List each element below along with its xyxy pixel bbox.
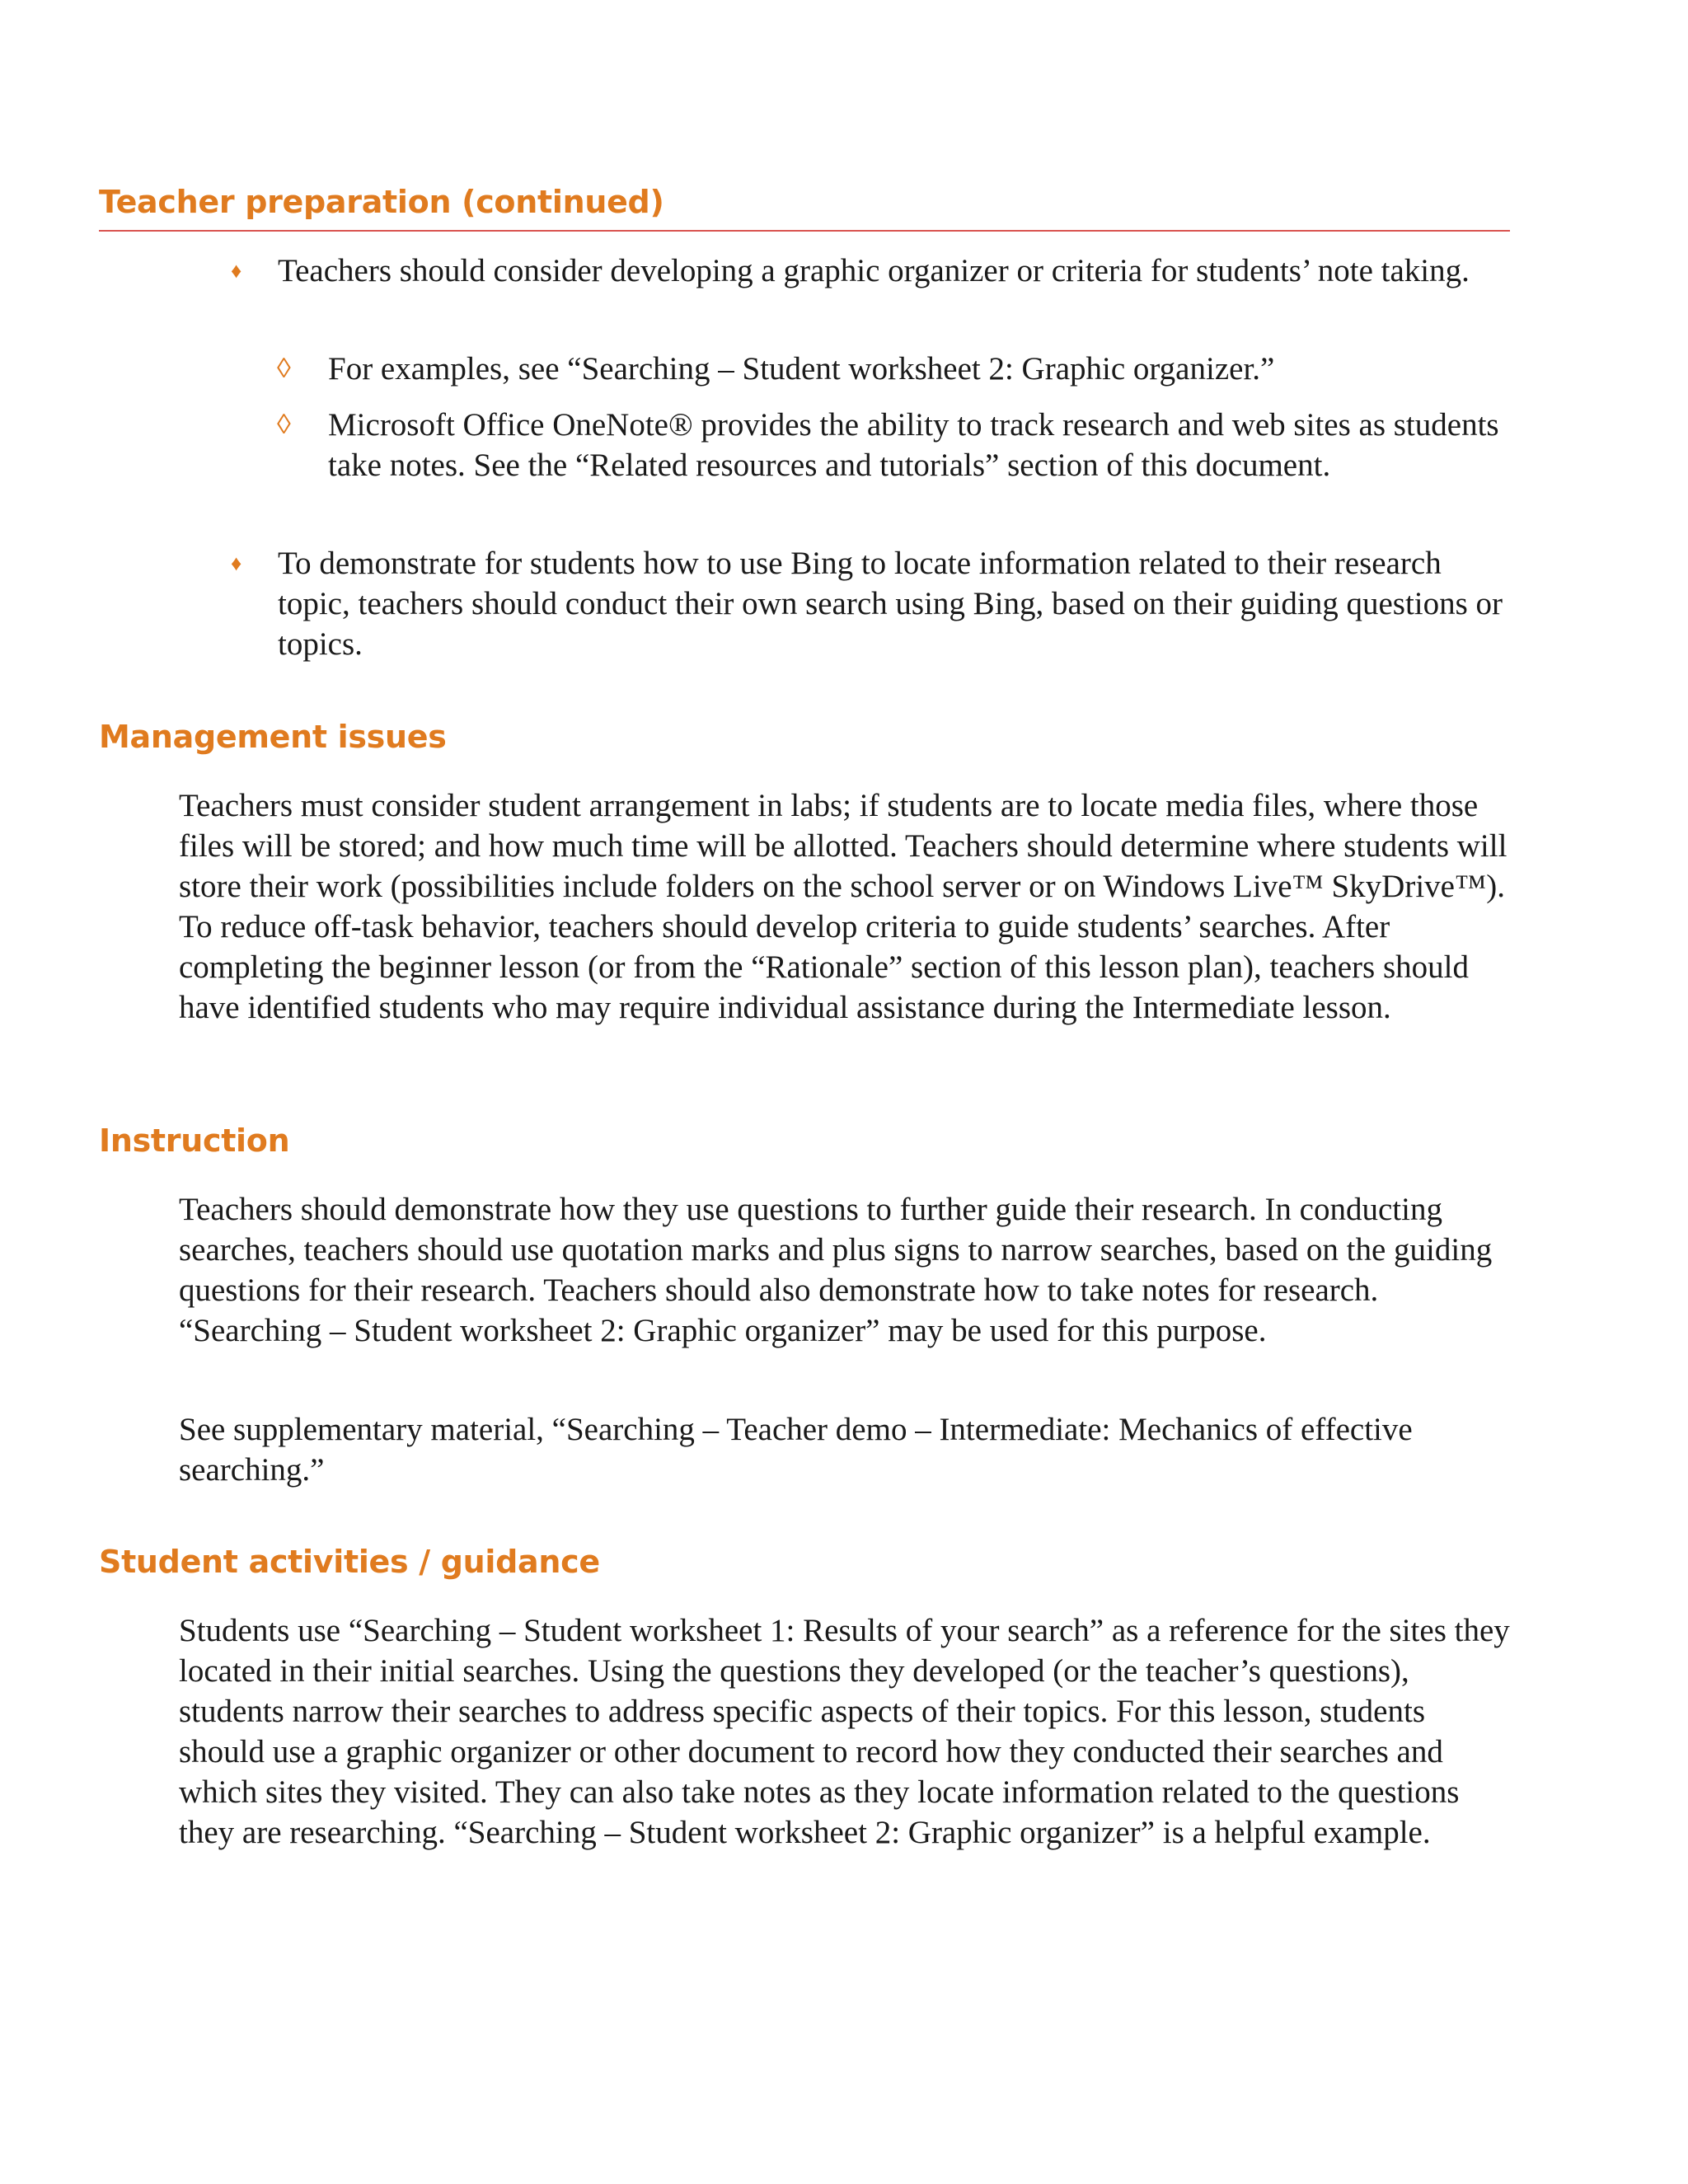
paragraph-management-issues: Teachers must consider student arrangement in labs; if students are to locate media files, where those files will be stored; and how much time will be allotted. Teachers should determine where students will store their work (possibilities include folders on the school server or on Windows Live™ SkyDrive™). To reduce off-task behavior, teachers should develop criteria to guide students’ searches. After completing the beginner lesson (or from the “Rationale” section of this lesson plan), teachers should have identified students who may require individual assistance during the Intermediate lesson. [179, 788, 1507, 1025]
lozenge-bullet-icon: ◊ [277, 354, 291, 384]
lozenge-bullet-icon: ◊ [277, 410, 291, 440]
bullet-item-bing-demo [231, 543, 1517, 664]
paragraph-instruction-2: See supplementary material, “Searching – Teacher demo – Intermediate: Mechanics of effective searching.” [179, 1412, 1413, 1488]
subbullet-text: For examples, see “Searching – Student worksheet 2: Graphic organizer.” [328, 351, 1275, 387]
subbullet-item-examples [277, 349, 1513, 389]
diamond-bullet-icon: ♦ [231, 551, 242, 575]
heading-teacher-preparation: Teacher preparation (continued) [99, 184, 664, 220]
heading-instruction: Instruction [99, 1122, 290, 1159]
heading-underline-rule [99, 230, 1510, 232]
heading-management-issues: Management issues [99, 719, 447, 755]
paragraph-student-activities: Students use “Searching – Student worksheet 1: Results of your search” as a reference for the sites they located in their initial searches. Using the questions they developed (or the teacher’s questions), students narrow their searches to address specific aspects of their topics. For this lesson, students should use a graphic organizer or other document to record how they conducted their searches and which sites they visited. They can also take notes as they locate information related to the questions they are researching. “Searching – Student worksheet 2: Graphic organizer” is a helpful example. [179, 1613, 1510, 1850]
bullet-item-graphic-organizer [231, 251, 1517, 291]
subbullet-text: Microsoft Office OneNote® provides the ability to track research and web sites as students take notes. See the “Related resources and tutorials” section of this document. [328, 407, 1499, 483]
bullet-text: To demonstrate for students how to use Bing to locate information related to their research topic, teachers should conduct their own search using Bing, based on their guiding questions or topics. [278, 546, 1503, 662]
heading-student-activities: Student activities / guidance [99, 1544, 600, 1580]
subbullet-item-onenote [277, 405, 1513, 485]
diamond-bullet-icon: ♦ [231, 259, 242, 283]
bullet-text: Teachers should consider developing a graphic organizer or criteria for students’ note taking. [278, 253, 1470, 288]
paragraph-instruction-1: Teachers should demonstrate how they use questions to further guide their research. In conducting searches, teachers should use quotation marks and plus signs to narrow searches, based on the guiding questions for their research. Teachers should also demonstrate how to take notes for research. “Searching – Student worksheet 2: Graphic organizer” may be used for this purpose. [179, 1192, 1493, 1348]
